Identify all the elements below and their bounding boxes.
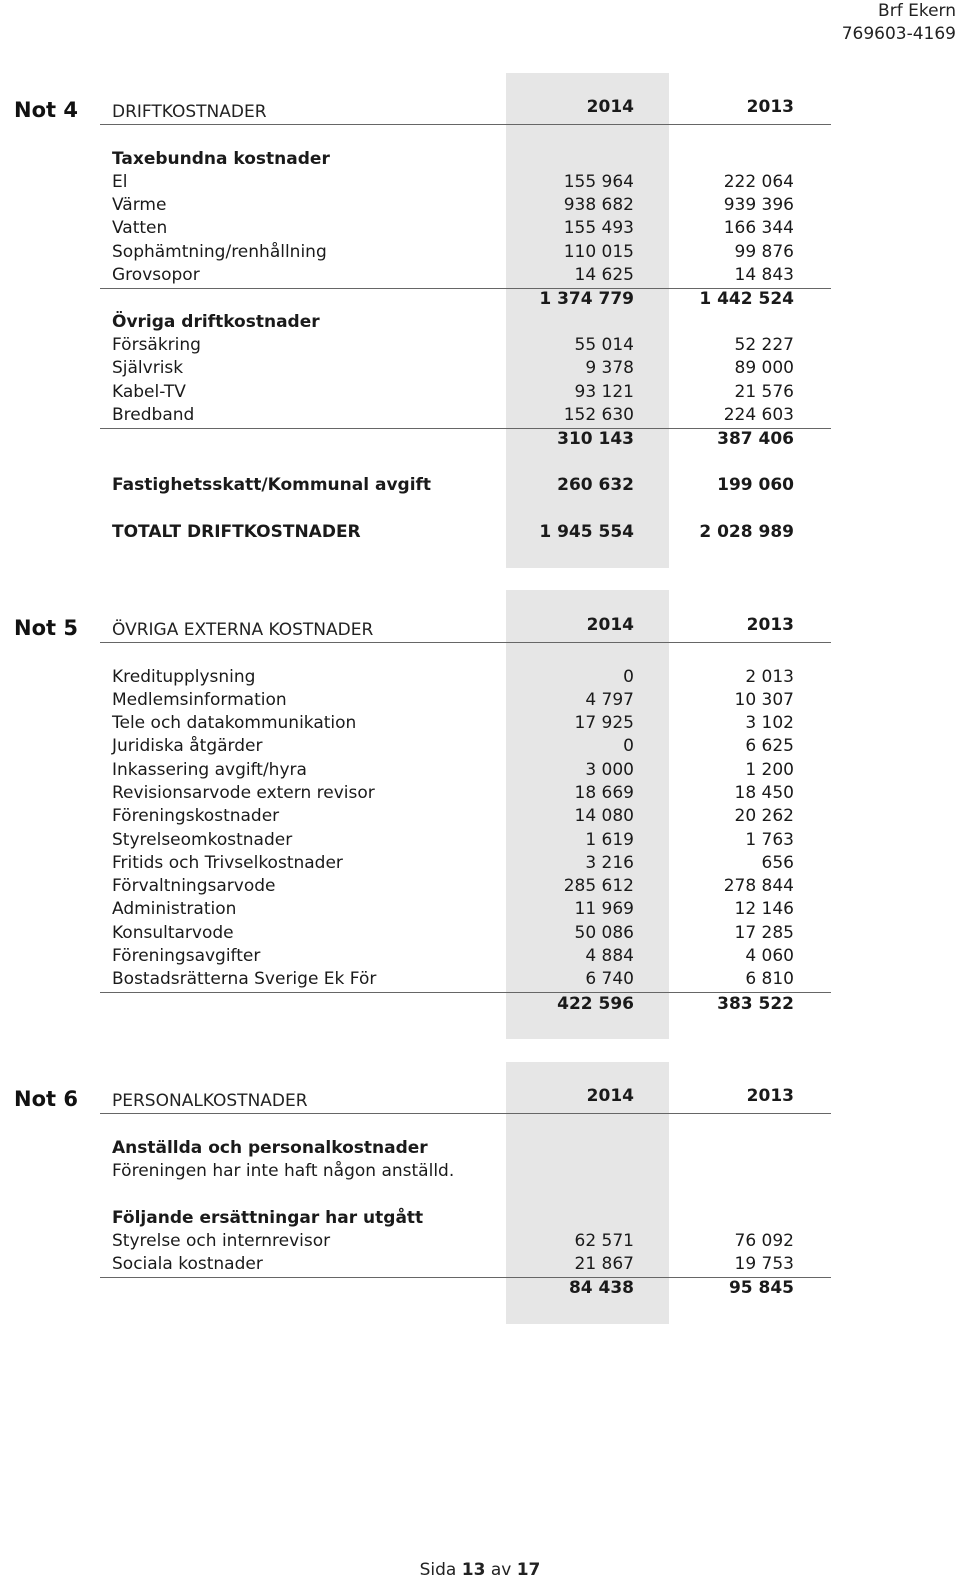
page-mid: av [490, 1560, 512, 1580]
table-row: Försäkring 55 014 52 227 [112, 335, 794, 355]
note-label: Not 6 [14, 1087, 78, 1111]
table-row: Fastighetsskatt/Kommunal avgift 260 632 199 060 [112, 475, 794, 495]
table-row: Föreningsavgifter 4 884 4 060 [112, 946, 794, 966]
table-row: Styrelse och internrevisor 62 571 76 092 [112, 1231, 794, 1251]
note-label: Not 4 [14, 98, 78, 122]
table-row: Kreditupplysning 0 2 013 [112, 667, 794, 687]
column-header-2013: 2013 [746, 615, 794, 635]
table-row: Administration 11 969 12 146 [112, 899, 794, 919]
table-row: Bostadsrätterna Sverige Ek För 6 740 6 810 [112, 969, 794, 989]
subtotal-row: 1 374 779 1 442 524 [539, 289, 794, 309]
table-row: Juridiska åtgärder 0 6 625 [112, 736, 794, 756]
note-title: PERSONALKOSTNADER [112, 1091, 308, 1111]
table-row: Sociala kostnader 21 867 19 753 [112, 1254, 794, 1274]
header-rule [100, 1113, 831, 1114]
table-row: Taxebundna kostnader [112, 149, 330, 169]
document-header [842, 0, 956, 46]
note-label: Not 5 [14, 616, 78, 640]
column-header-2014: 2014 [586, 1086, 634, 1106]
table-row: Fritids och Trivselkostnader 3 216 656 [112, 853, 794, 873]
page-total: 17 [516, 1560, 541, 1580]
table-row: Anställda och personalkostnader [112, 1138, 428, 1158]
table-row: Revisionsarvode extern revisor 18 669 18 450 [112, 783, 794, 803]
table-row: Sophämtning/renhållning 110 015 99 876 [112, 242, 794, 262]
table-row: Tele och datakommunikation 17 925 3 102 [112, 713, 794, 733]
total-row: 422 596 383 522 [557, 994, 794, 1014]
table-row: Kabel-TV 93 121 21 576 [112, 382, 794, 402]
table-row: Värme 938 682 939 396 [112, 195, 794, 215]
note-title: ÖVRIGA EXTERNA KOSTNADER [112, 620, 374, 640]
column-header-2013: 2013 [746, 97, 794, 117]
table-row: Styrelseomkostnader 1 619 1 763 [112, 830, 794, 850]
table-row: Självrisk 9 378 89 000 [112, 358, 794, 378]
table-row: Bredband 152 630 224 603 [112, 405, 794, 425]
subtotal-row: 310 143 387 406 [557, 429, 794, 449]
table-row: Förvaltningsarvode 285 612 278 844 [112, 876, 794, 896]
table-row: Följande ersättningar har utgått [112, 1208, 424, 1228]
table-row: Grovsopor 14 625 14 843 [112, 265, 794, 285]
column-header-2013: 2013 [746, 1086, 794, 1106]
page-prefix: Sida [419, 1560, 457, 1580]
table-row: Medlemsinformation 4 797 10 307 [112, 690, 794, 710]
table-row: Konsultarvode 50 086 17 285 [112, 923, 794, 943]
table-row: Föreningen har inte haft någon anställd. [112, 1161, 455, 1181]
table-row: El 155 964 222 064 [112, 172, 794, 192]
org-number: 769603-4169 [841, 24, 956, 44]
table-row: Inkassering avgift/hyra 3 000 1 200 [112, 760, 794, 780]
table-row: Vatten 155 493 166 344 [112, 218, 794, 238]
total-row: 84 438 95 845 [568, 1278, 794, 1298]
note-title: DRIFTKOSTNADER [112, 102, 267, 122]
header-rule [100, 124, 831, 125]
total-row: TOTALT DRIFTKOSTNADER 1 945 554 2 028 989 [112, 522, 794, 542]
org-name: Brf Ekern [878, 1, 956, 21]
table-row: Övriga driftkostnader [112, 312, 320, 332]
column-header-2014: 2014 [586, 615, 634, 635]
table-row: Föreningskostnader 14 080 20 262 [112, 806, 794, 826]
header-rule [100, 642, 831, 643]
page-number: 13 [461, 1560, 486, 1580]
column-header-2014: 2014 [586, 97, 634, 117]
page-footer [0, 1560, 960, 1580]
